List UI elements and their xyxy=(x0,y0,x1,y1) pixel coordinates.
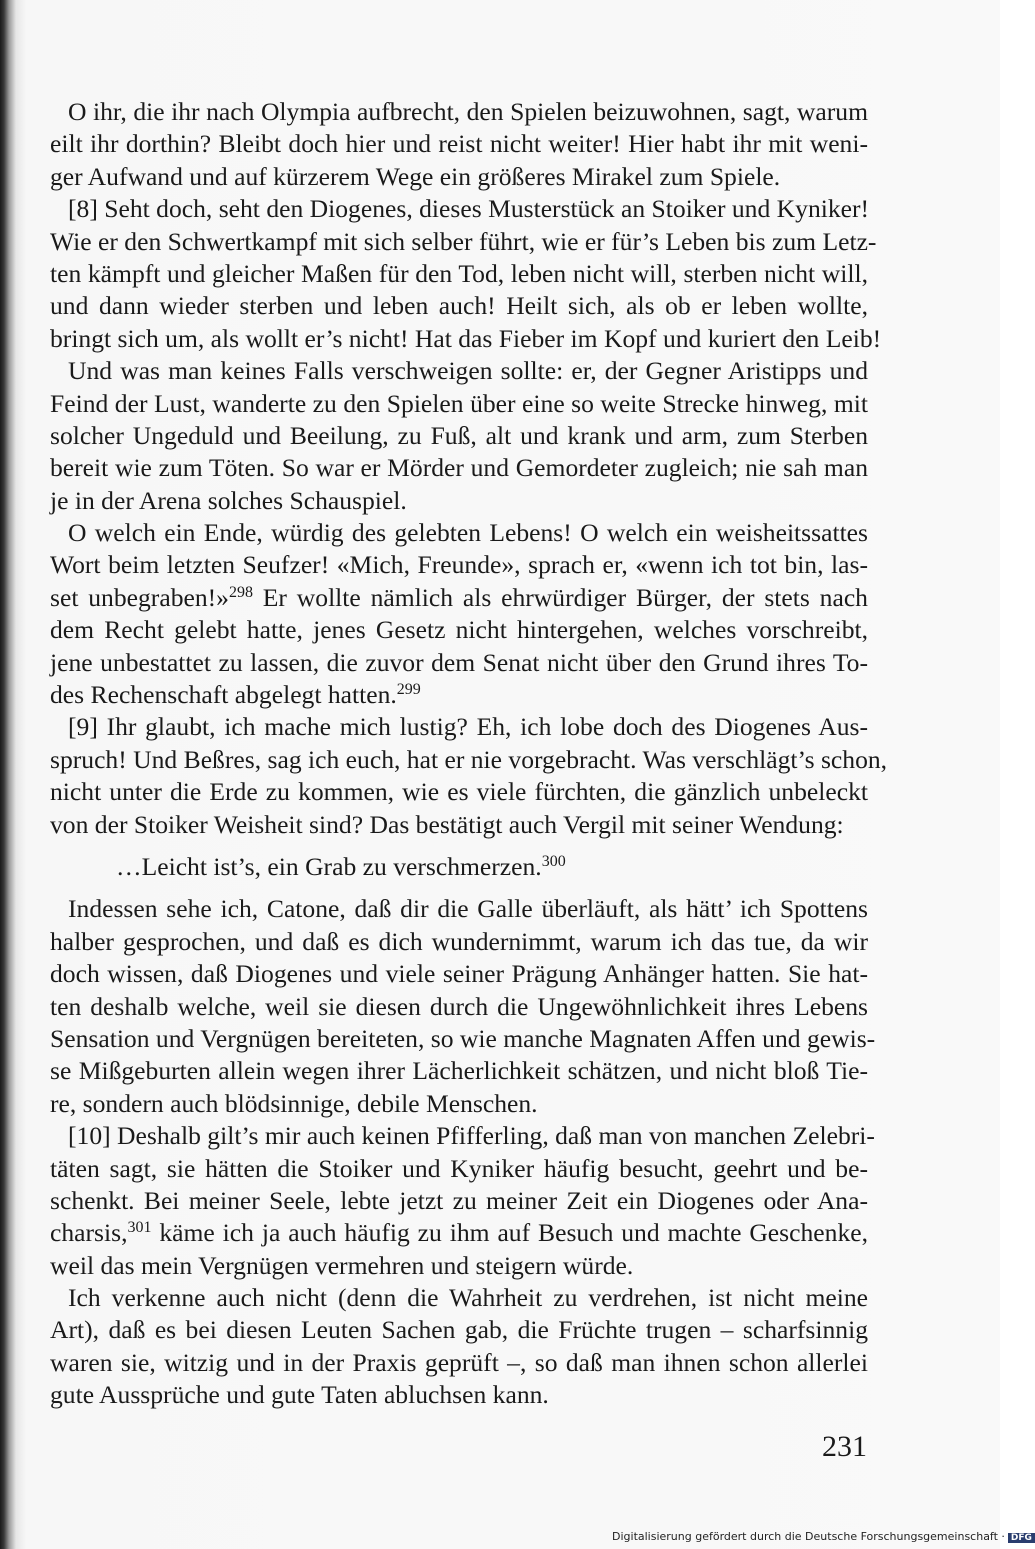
footnote-marker: 300 xyxy=(541,852,566,870)
line-text: weil das mein Vergnügen vermehren und steigern würde. xyxy=(50,1250,634,1280)
text-line xyxy=(50,647,868,679)
line-text: eilt ihr dorthin? Bleibt doch hier und reist nicht weiter! Hier habt ihr mit weni- xyxy=(50,129,868,159)
line-text: ten deshalb welche, weil sie diesen durch die Ungewöhnlichkeit ihres Lebens xyxy=(50,991,868,1021)
line-text: waren sie, witzig und in der Praxis geprüft –, so daß man ihnen schon allerlei xyxy=(50,1347,868,1377)
text-line xyxy=(50,161,868,193)
text-line xyxy=(50,1120,875,1152)
text-line xyxy=(50,517,868,549)
text-line xyxy=(50,1023,876,1055)
line-text: [10] Deshalb gilt’s mir auch keinen Pfifferling, daß man von manchen Zelebri- xyxy=(68,1121,875,1151)
text-line xyxy=(50,258,868,290)
text-line xyxy=(50,926,868,958)
digitization-footer xyxy=(612,1530,1035,1543)
text-line xyxy=(50,96,868,128)
line-text: von der Stoiker Weisheit sind? Das bestätigt auch Vergil mit seiner Wendung: xyxy=(50,809,844,839)
text-line xyxy=(50,711,868,743)
text-line xyxy=(50,355,868,387)
footnote-marker: 298 xyxy=(228,583,253,601)
text-line xyxy=(50,290,868,322)
text-line xyxy=(50,744,888,776)
line-text: [8] Seht doch, seht den Diogenes, dieses Musterstück an Stoiker und Kyniker! xyxy=(68,194,870,224)
page-number: 231 xyxy=(822,1430,867,1463)
line-text: Wort beim letzten Seufzer! «Mich, Freunde», sprach er, «wenn ich tot bin, las- xyxy=(50,550,868,580)
text-line xyxy=(50,893,868,925)
line-text: set unbegraben!» xyxy=(50,582,229,612)
line-text: solcher Ungeduld und Beeilung, zu Fuß, alt und krank und arm, zum Sterben xyxy=(50,420,868,450)
line-text: bringt sich um, als wollt er’s nicht! Hat das Fieber im Kopf und kuriert den Leib! xyxy=(50,323,882,353)
text-line xyxy=(50,452,868,484)
text-line xyxy=(50,1153,868,1185)
line-text: O ihr, die ihr nach Olympia aufbrecht, den Spielen beizuwohnen, sagt, warum xyxy=(68,97,868,126)
line-text: Wie er den Schwertkampf mit sich selber führt, wie er für’s Leben bis zum Letz- xyxy=(50,226,877,256)
text-line xyxy=(50,1088,868,1120)
text-line xyxy=(50,226,877,258)
line-text: dem Recht gelebt hatte, jenes Gesetz nicht hintergehen, welches vorschreibt, xyxy=(50,615,868,645)
line-text: se Mißgeburten allein wegen ihrer Lächerlichkeit schätzen, und nicht bloß Tie- xyxy=(50,1056,868,1086)
text-line xyxy=(50,958,868,990)
line-text: doch wissen, daß Diogenes und viele seiner Prägung Anhänger hatten. Sie hat- xyxy=(50,959,868,989)
footer-text: Digitalisierung gefördert durch die Deutsche Forschungsgemeinschaft · xyxy=(612,1530,1005,1543)
line-text: [9] Ihr glaubt, ich mache mich lustig? Eh, ich lobe doch des Diogenes Aus- xyxy=(68,712,868,742)
line-text: Und was man keines Falls verschweigen sollte: er, der Gegner Aristipps und xyxy=(68,356,868,386)
text-line xyxy=(50,1314,868,1346)
line-text: charsis, xyxy=(50,1218,128,1248)
line-text: Er wollte nämlich als ehrwürdiger Bürger, der stets nach xyxy=(252,582,868,612)
text-line xyxy=(50,193,868,225)
text-line xyxy=(50,809,868,841)
text-line xyxy=(50,549,868,581)
text-line xyxy=(50,1217,868,1249)
text-line xyxy=(50,1347,868,1379)
text-line xyxy=(50,1282,868,1314)
text-line xyxy=(50,485,868,517)
text-line xyxy=(50,991,868,1023)
line-text: O welch ein Ende, würdig des gelebten Lebens! O welch ein weisheitssattes xyxy=(68,518,868,548)
line-text: ten kämpft und gleicher Maßen für den Tod, leben nicht will, sterben nicht will, xyxy=(50,258,868,288)
text-line xyxy=(50,388,868,420)
text-line xyxy=(50,1185,868,1217)
line-text: ger Aufwand und auf kürzerem Wege ein größeres Mirakel zum Spiele. xyxy=(50,161,781,191)
line-text: Ich verkenne auch nicht (denn die Wahrheit zu verdrehen, ist nicht meine xyxy=(68,1283,868,1313)
line-text: Art), daß es bei diesen Leuten Sachen gab, die Früchte trugen – scharfsinnig xyxy=(50,1315,868,1345)
line-text: Feind der Lust, wanderte zu den Spielen über eine so weite Strecke hinweg, mit xyxy=(50,388,868,418)
text-line xyxy=(50,851,868,883)
line-text: nicht unter die Erde zu kommen, wie es viele fürchten, die gänzlich unbeleckt xyxy=(50,777,868,807)
line-text: bereit wie zum Töten. So war er Mörder und Gemordeter zugleich; nie sah man xyxy=(50,453,868,483)
text-line xyxy=(50,128,868,160)
line-text: käme ich ja auch häufig zu ihm auf Besuch und machte Geschenke, xyxy=(151,1218,868,1248)
line-text: Sensation und Vergnügen bereiteten, so wie manche Magnaten Affen und gewis- xyxy=(50,1023,876,1053)
line-text: jene unbestattet zu lassen, die zuvor dem Senat nicht über den Grund ihres To- xyxy=(50,647,868,677)
line-text: des Rechenschaft abgelegt hatten. xyxy=(50,680,397,710)
text-line xyxy=(50,420,868,452)
line-text: und dann wieder sterben und leben auch! Heilt sich, als ob er leben wollte, xyxy=(50,291,868,321)
text-line xyxy=(50,776,868,808)
footnote-marker: 299 xyxy=(396,681,421,699)
line-text: re, sondern auch blödsinnige, debile Menschen. xyxy=(50,1088,538,1118)
footnote-marker: 301 xyxy=(127,1219,152,1237)
line-text: halber gesprochen, und daß es dich wundernimmt, warum ich das tue, da wir xyxy=(50,926,868,956)
line-text: Indessen sehe ich, Catone, daß dir die Galle überläuft, als hätt’ ich Spottens xyxy=(68,894,868,924)
line-text: je in der Arena solches Schauspiel. xyxy=(50,485,407,515)
line-text: …Leicht ist’s, ein Grab zu verschmerzen. xyxy=(116,851,542,881)
body-text xyxy=(50,96,888,1412)
text-line xyxy=(50,1055,868,1087)
line-text: täten sagt, sie hätten die Stoiker und Kyniker häufig besucht, geehrt und be- xyxy=(50,1153,868,1183)
line-text: gute Aussprüche und gute Taten abluchsen kann. xyxy=(50,1380,549,1410)
text-line xyxy=(50,679,868,711)
line-text: spruch! Und Beßres, sag ich euch, hat er nie vorgebracht. Was verschlägt’s schon, xyxy=(50,744,888,774)
text-line xyxy=(50,1379,868,1411)
line-text: schenkt. Bei meiner Seele, lebte jetzt zu meiner Zeit ein Diogenes oder Ana- xyxy=(50,1185,868,1215)
text-line xyxy=(50,1250,868,1282)
text-line xyxy=(50,323,882,355)
text-line xyxy=(50,614,868,646)
dfg-logo: DFG xyxy=(1008,1533,1035,1543)
text-line xyxy=(50,582,868,614)
